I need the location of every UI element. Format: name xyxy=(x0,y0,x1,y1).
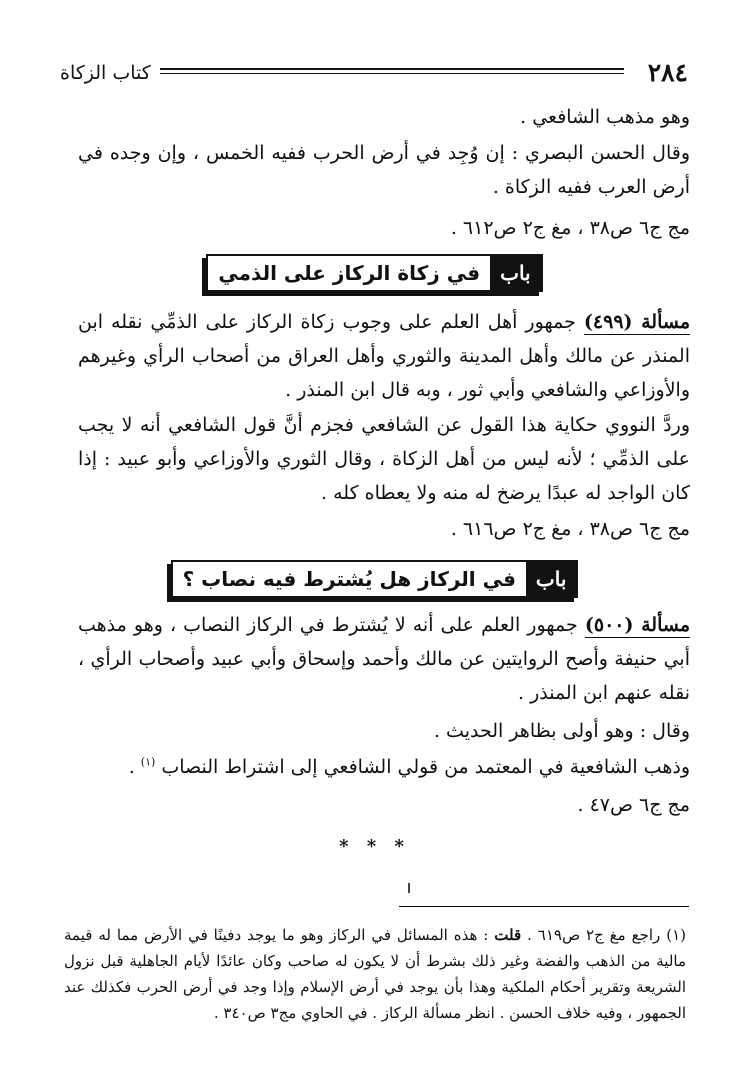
section-heading-wrap xyxy=(0,560,749,598)
masala-text: جمهور العلم على أنه لا يُشترط في الركاز النصاب ، وهو مذهب أبي حنيفة وأصح الروايتين عن مالك وأحمد وإسحاق وأبي عبيد وأصحاب الرأي ، نقله عنهم ابن المنذر . xyxy=(78,614,690,704)
masala-paragraph xyxy=(78,305,690,407)
section-title: في زكاة الركاز على الذمي xyxy=(218,261,481,285)
section-heading xyxy=(171,560,579,598)
footnote xyxy=(64,922,686,1026)
section-title: في الركاز هل يُشترط فيه نصاب ؟ xyxy=(182,567,516,591)
footnote-qult: قلت xyxy=(494,926,522,944)
masala-label: مسألة (٤٩٩) xyxy=(583,311,690,333)
footnote-rule xyxy=(399,906,689,907)
section-separator: * * * xyxy=(339,836,410,857)
text-line-end: . xyxy=(128,756,141,778)
masala-paragraph xyxy=(78,608,690,710)
masala-label: مسألة (٥٠٠) xyxy=(584,614,691,636)
reference-line: مج ج٦ ص٣٨ ، مغ ج٢ ص٦١٢ . xyxy=(450,217,690,239)
paragraph: وردَّ النووي حكاية هذا القول عن الشافعي فجزم أنَّ قول الشافعي أنه لا يجب على الذمِّي ؛ لأنه ليس من أهل الزكاة ، وقال الثوري والأوزاعي وأبو عبيد : إذا كان الواجد له عبدًا يرضخ له منه ولا يعطاه كله . xyxy=(78,414,690,504)
reference-line: مج ج٦ ص٣٨ ، مغ ج٢ ص٦١٦ . xyxy=(450,518,690,540)
bab-label: باب xyxy=(526,562,577,596)
text-line xyxy=(78,750,690,784)
footnote-text: : هذه المسائل في الركاز وهو ما يوجد دفينًا في الأرض مما له قيمة مالية من الذهب والفضة وغير ذلك بشرط أن لا يكون له صاحب وكان عائدًا لأيام الجاهلية قبل نزول الشريعة وتقرير أحكام الملكية وهذا بأن يوجد في أرض الإسلام وإذا وجد في أرض الحرب فكذلك عند الجمهور ، وفيه خلاف الحسن . انظر مسألة الركاز . في الحاوي مج٣ ص٣٤٠ . xyxy=(64,926,686,1022)
bab-label: باب xyxy=(490,256,541,290)
section-heading xyxy=(206,254,542,292)
page-header xyxy=(60,58,688,88)
footnote-prefix: (١) راجع مغ ج٢ ص٦١٩ . xyxy=(521,926,686,944)
text-line-body: وذهب الشافعية في المعتمد من قولي الشافعي إلى اشتراط النصاب xyxy=(161,756,690,778)
text-line: وقال : وهو أولى بظاهر الحديث . xyxy=(433,720,690,742)
tick-mark xyxy=(408,883,410,893)
intro-line: وهو مذهب الشافعي . xyxy=(520,106,690,128)
reference-line: مج ج٦ ص٤٧ . xyxy=(577,794,690,816)
book-title: كتاب الزكاة xyxy=(60,62,151,84)
page-number: ٢٨٤ xyxy=(647,58,688,87)
footnote-marker[interactable]: (١) xyxy=(140,755,156,769)
intro-paragraph: وقال الحسن البصري : إن وُجِد في أرض الحرب ففيه الخمس ، وإن وجده في أرض العرب ففيه الزكاة . xyxy=(78,142,690,198)
header-rule xyxy=(160,68,624,74)
section-heading-wrap xyxy=(0,254,749,292)
masala-text: جمهور أهل العلم على وجوب زكاة الركاز على الذمِّي نقله ابن المنذر عن مالك وأهل المدينة والثوري وأهل العراق من أصحاب الرأي وغيرهم والأوزاعي والشافعي وأبي ثور ، وبه قال ابن المنذر . xyxy=(78,311,690,401)
